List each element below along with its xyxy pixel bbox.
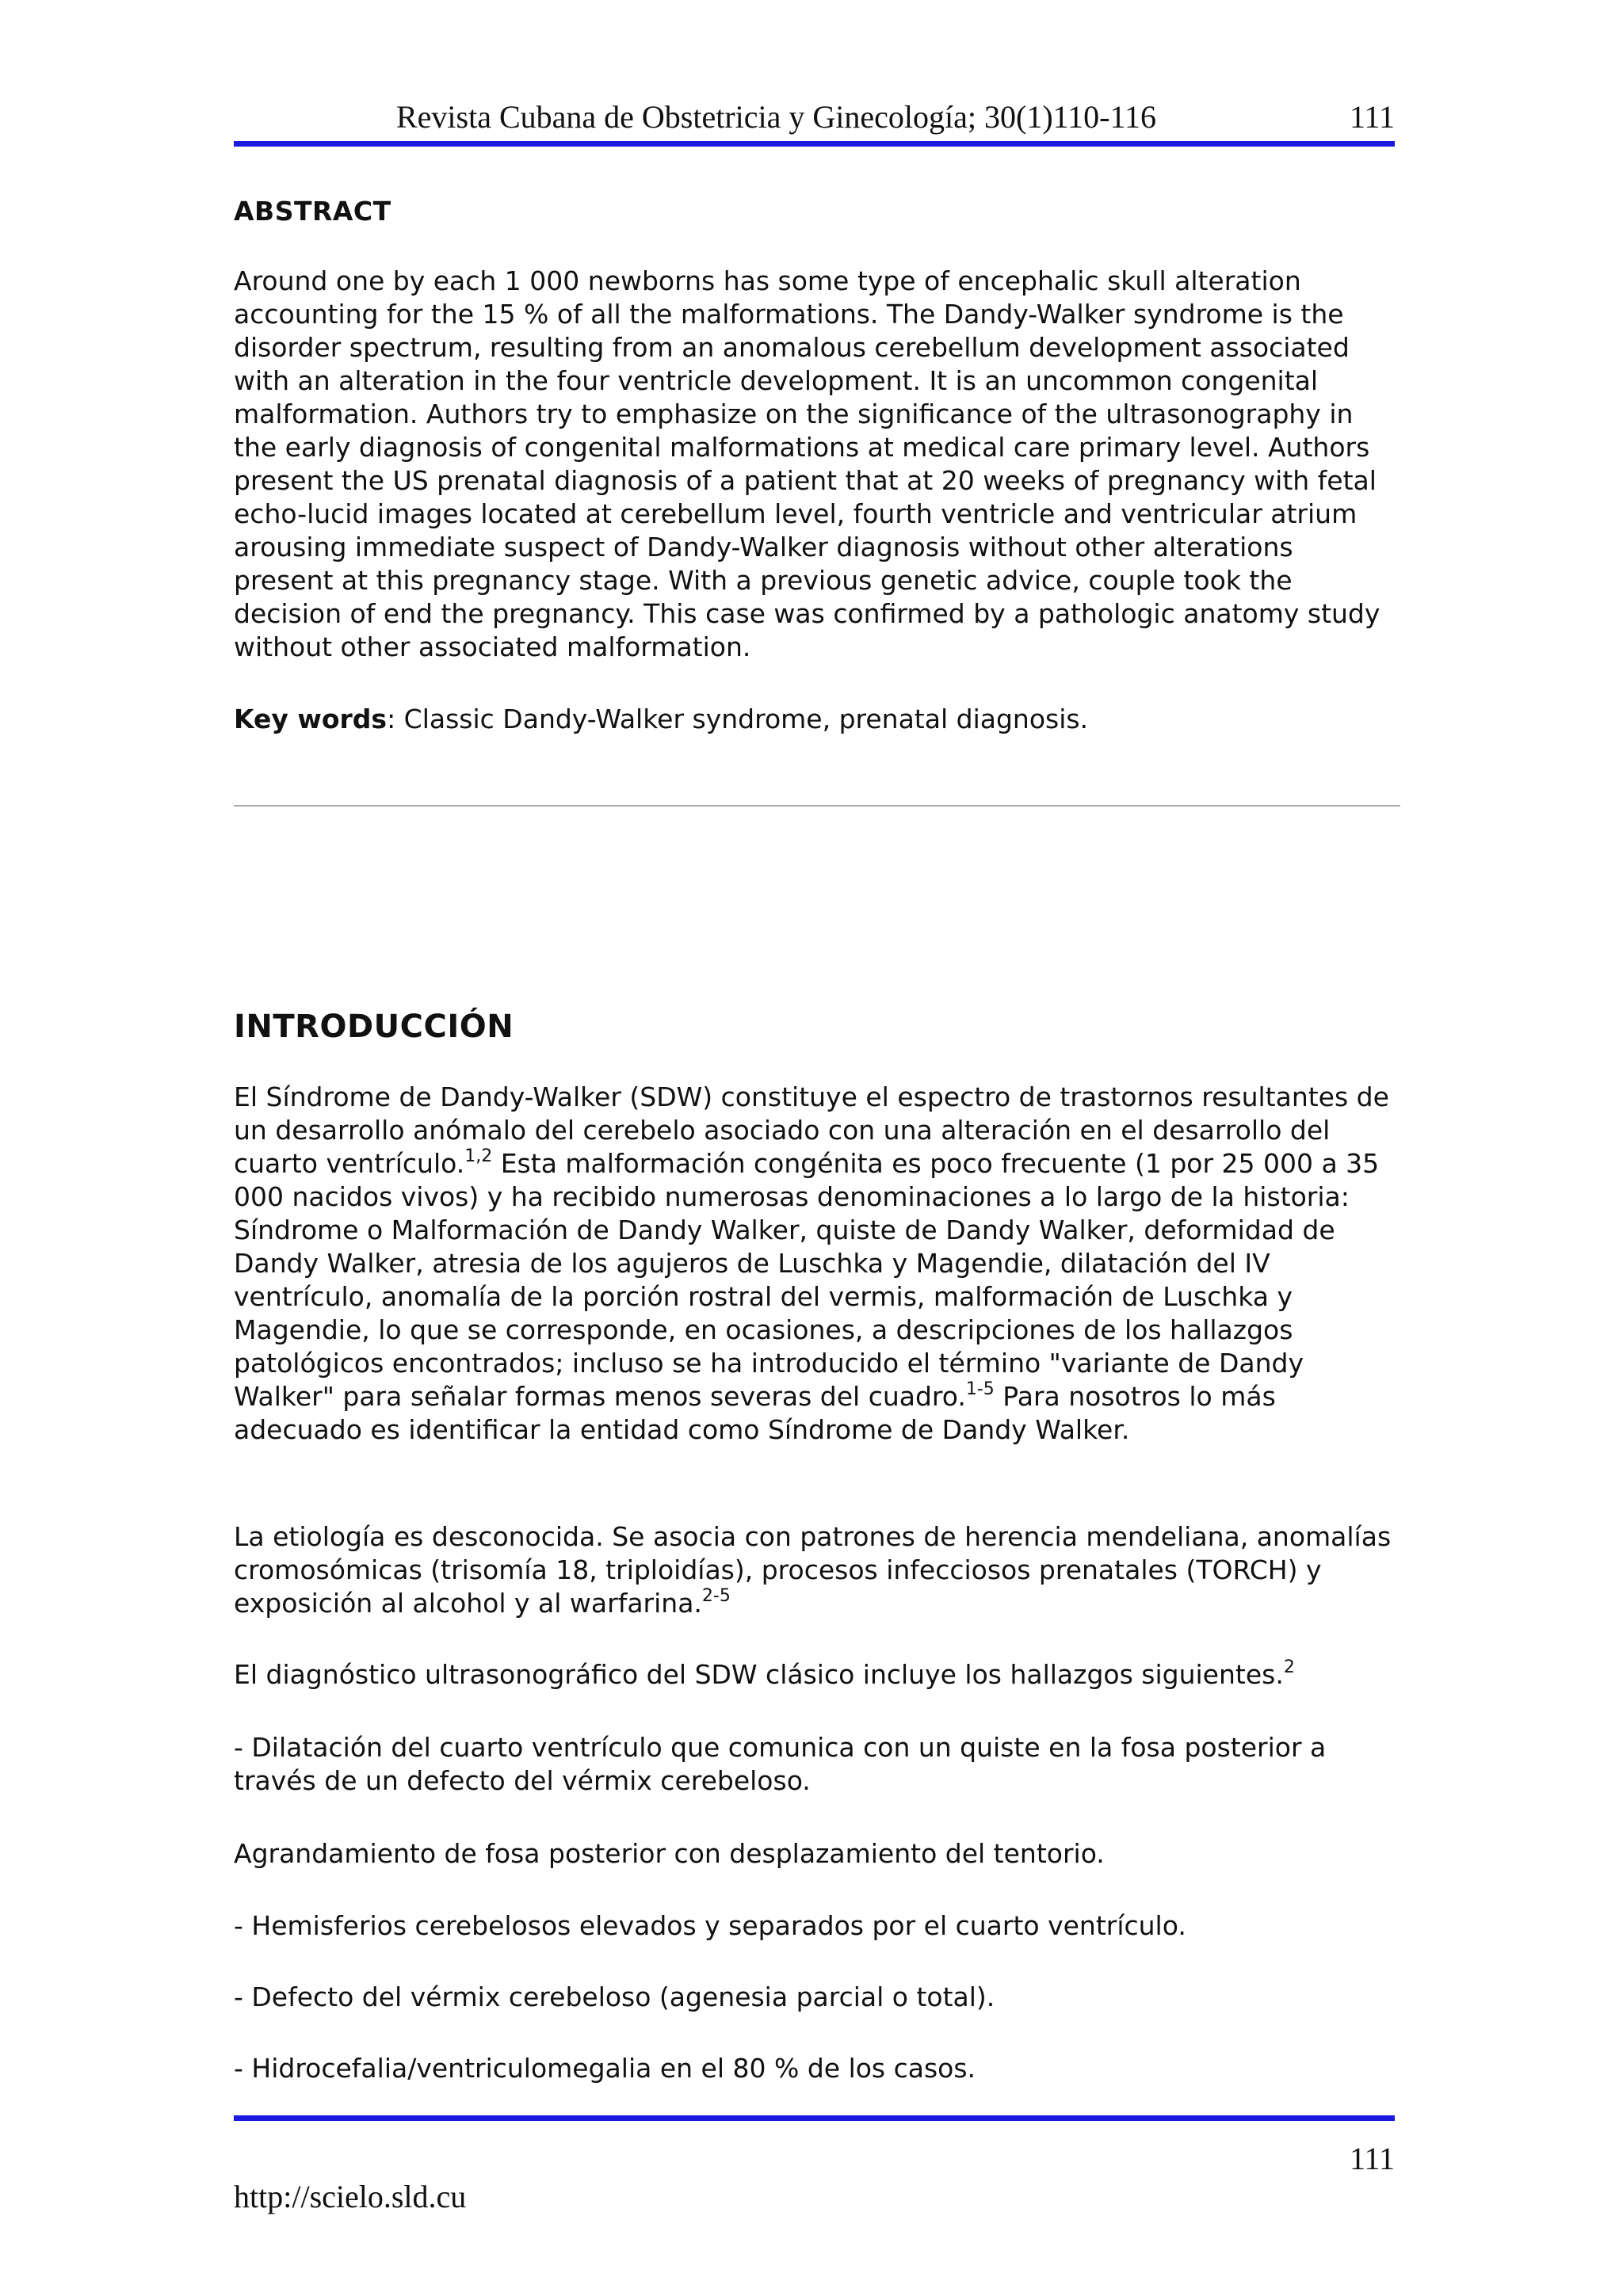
finding-item: Agrandamiento de fosa posterior con desplazamiento del tentorio. bbox=[234, 1838, 1105, 1869]
abstract-heading: ABSTRACT bbox=[234, 196, 391, 227]
footer-page-number: 111 bbox=[1349, 2141, 1395, 2176]
running-header bbox=[234, 93, 1395, 143]
footer-url: http://scielo.sld.cu bbox=[234, 2179, 467, 2214]
finding-item: - Hemisferios cerebelosos elevados y separados por el cuarto ventrículo. bbox=[234, 1910, 1186, 1941]
header-page-number: 111 bbox=[1349, 99, 1395, 135]
introduction-heading: INTRODUCCIÓN bbox=[234, 1009, 514, 1045]
finding-item: - Defecto del vérmix cerebeloso (agenesia parcial o total). bbox=[234, 1981, 995, 2012]
intro-paragraph-3 bbox=[234, 1658, 1399, 1691]
section-divider bbox=[234, 805, 1400, 807]
finding-item: - Dilatación del cuarto ventrículo que comunica con un quiste en la fosa posterior a través de un defecto del vérmix cerebeloso. bbox=[234, 1732, 1327, 1796]
keywords-line bbox=[234, 703, 1399, 736]
intro-paragraph-2 bbox=[234, 1520, 1399, 1620]
header-rule bbox=[234, 141, 1395, 147]
intro-p2-text: La etiología es desconocida. Se asocia con patrones de herencia mendeliana, anomalías cromosómicas (trisomía 18, triploidías), procesos infecciosos prenatales (TORCH) y exposición al alcohol y al warfarina. bbox=[234, 1521, 1392, 1619]
citation-superscript: 1-5 bbox=[965, 1379, 995, 1399]
intro-p1-text-a: El Síndrome de Dandy-Walker (SDW) constituye el espectro de trastornos resultantes de un desarrollo anómalo del cerebelo asociado con una alteración en el desarrollo del cuarto ventrículo. bbox=[234, 1081, 1389, 1179]
citation-superscript: 1,2 bbox=[464, 1146, 493, 1166]
citation-superscript: 2 bbox=[1283, 1657, 1295, 1677]
footer-rule bbox=[234, 2115, 1395, 2121]
citation-superscript: 2-5 bbox=[701, 1586, 731, 1606]
intro-paragraph-1 bbox=[234, 1081, 1399, 1447]
keywords-text: : Classic Dandy-Walker syndrome, prenatal diagnosis. bbox=[387, 704, 1089, 734]
journal-citation: Revista Cubana de Obstetricia y Ginecología; 30(1)110-116 bbox=[396, 99, 1157, 135]
abstract-body: Around one by each 1 000 newborns has some type of encephalic skull alteration accounting for the 15 % of all the malformations. The Dandy-Walker syndrome is the disorder spectrum, resulting from an anomalous cerebellum development associated with an alteration in the four ventricle development. It is an uncommon congenital malformation. Authors try to emphasize on the significance of the ultrasonography in the early diagnosis of congenital malformations at medical care primary level. Authors present the US prenatal diagnosis of a patient that at 20 weeks of pregnancy with fetal echo-lucid images located at cerebellum level, fourth ventricle and ventricular atrium arousing immediate suspect of Dandy-Walker diagnosis without other alterations present at this pregnancy stage. With a previous genetic advice, couple took the decision of end the pregnancy. This case was confirmed by a pathologic anatomy study without other associated malformation. bbox=[234, 265, 1381, 662]
intro-p3-text: El diagnóstico ultrasonográfico del SDW clásico incluye los hallazgos siguientes. bbox=[234, 1659, 1284, 1690]
intro-p1-text-b: Esta malformación congénita es poco frecuente (1 por 25 000 a 35 000 nacidos vivos) y ha recibido numerosas denominaciones a lo largo de la historia: Síndrome o Malformación de Dandy Walker, quiste de Dandy Walker, deformidad de Dandy Walker, atresia de los agujeros de Luschka y Magendie, dilatación del IV ventrículo, anomalía de la porción rostral del vermis, malformación de Luschka y Magendie, lo que se corresponde, en ocasiones, a descripciones de los hallazgos patológicos encontrados; incluso se ha introducido el término "variante de Dandy Walker" para señalar formas menos severas del cuadro. bbox=[234, 1148, 1380, 1412]
keywords-label: Key words bbox=[234, 704, 388, 734]
finding-item: - Hidrocefalia/ventriculomegalia en el 80 % de los casos. bbox=[234, 2053, 976, 2084]
intro-p1-text-c: Para nosotros lo más adecuado es identificar la entidad como Síndrome de Dandy Walker. bbox=[234, 1381, 1276, 1445]
